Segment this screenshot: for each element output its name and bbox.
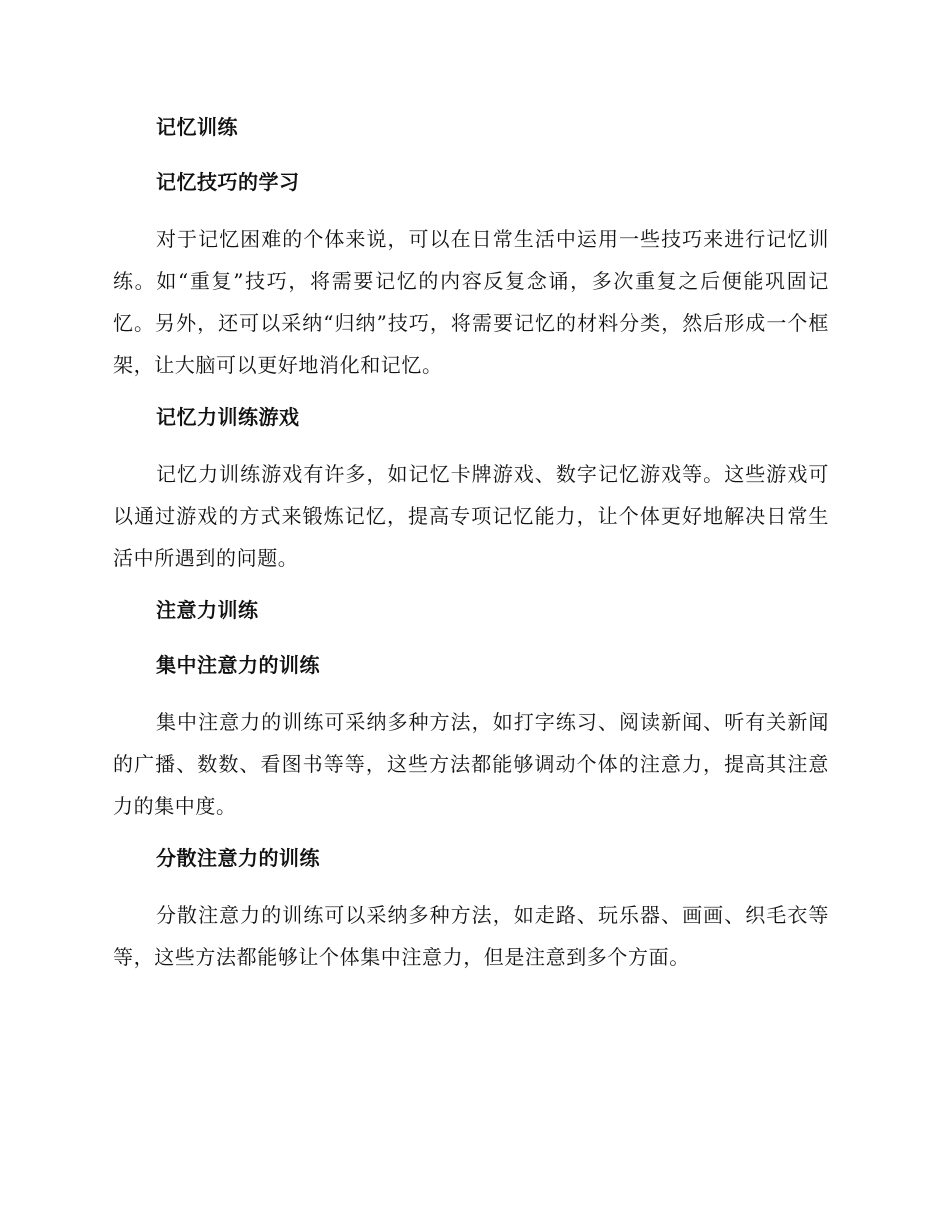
paragraph-memory-games: 记忆力训练游戏有许多，如记忆卡牌游戏、数字记忆游戏等。这些游戏可以通过游戏的方式来锻炼记忆，提高专项记忆能力，让个体更好地解决日常生活中所遇到的问题。: [113, 462, 829, 570]
subheading-memory-techniques: 记忆技巧的学习: [156, 170, 300, 194]
paragraph-divided-attention: 分散注意力的训练可以采纳多种方法，如走路、玩乐器、画画、织毛衣等等，这些方法都能够让个体集中注意力，但是注意到多个方面。: [113, 903, 829, 969]
paragraph-memory-techniques: 对于记忆困难的个体来说，可以在日常生活中运用一些技巧来进行记忆训练。如“重复”技巧，将需要记忆的内容反复念诵，多次重复之后便能巩固记忆。另外，还可以采纳“归纳”技巧，将需要记忆的材料分类，然后形成一个框架，让大脑可以更好地消化和记忆。: [113, 227, 829, 377]
paragraph-focused-attention: 集中注意力的训练可采纳多种方法，如打字练习、阅读新闻、听有关新闻的广播、数数、看图书等等，这些方法都能够调动个体的注意力，提高其注意力的集中度。: [113, 710, 829, 818]
subheading-divided-attention: 分散注意力的训练: [156, 846, 320, 870]
section-heading-memory-training: 记忆训练: [156, 115, 238, 139]
section-heading-attention-training: 注意力训练: [156, 598, 259, 622]
subheading-memory-games: 记忆力训练游戏: [156, 405, 300, 429]
subheading-focused-attention: 集中注意力的训练: [156, 653, 320, 677]
document-page: [113, 108, 829, 990]
